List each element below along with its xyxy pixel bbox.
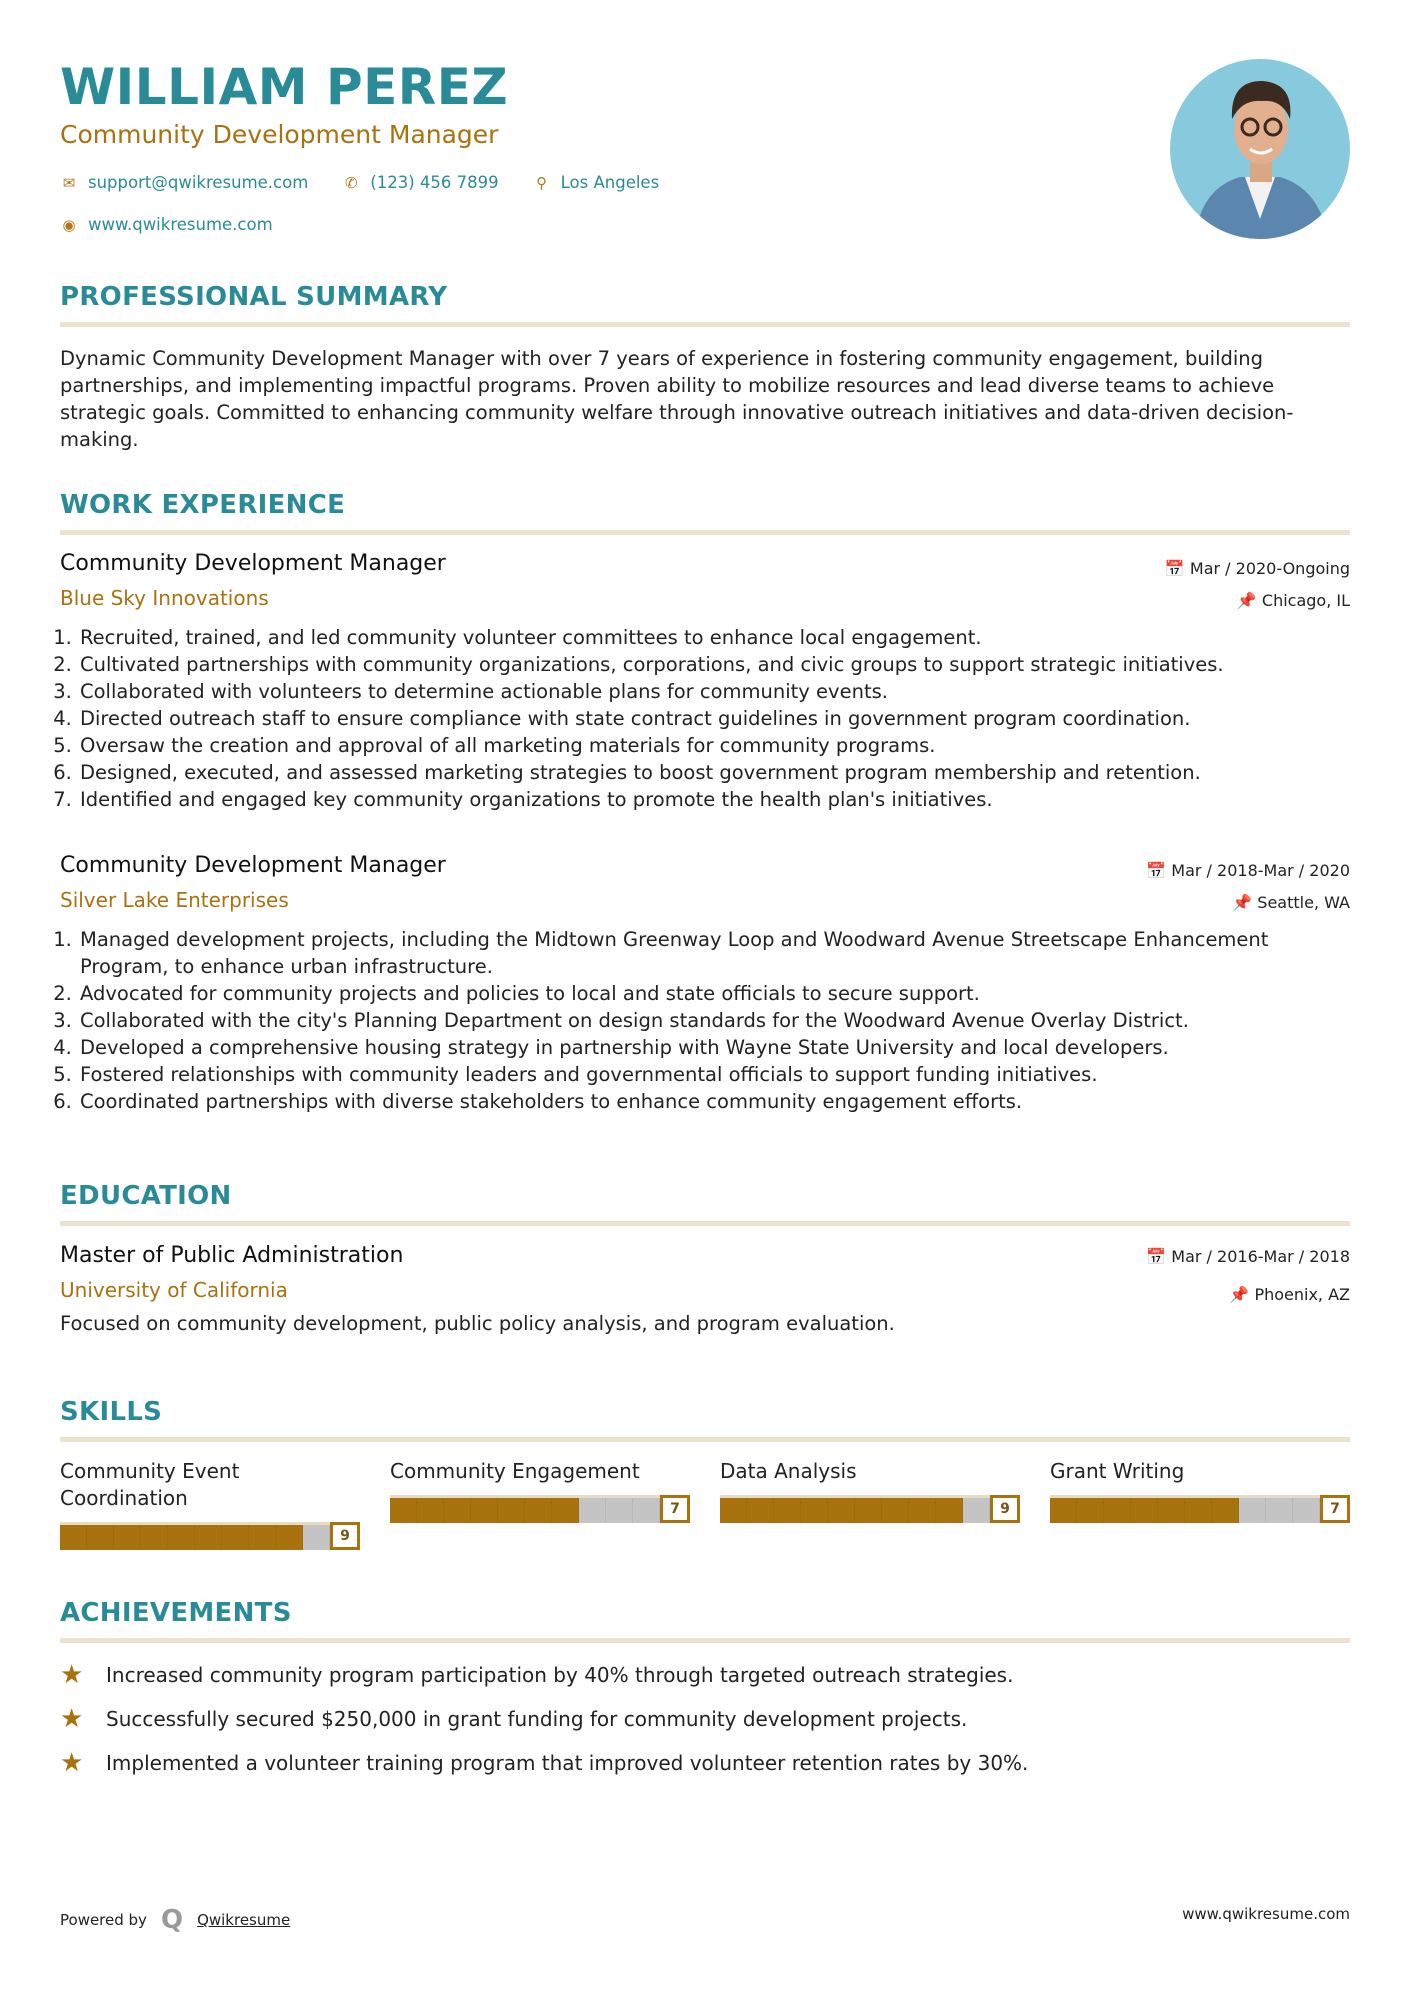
achievement-item: ★ Increased community program participation by 40% through targeted outreach strategies. <box>60 1660 1014 1690</box>
website-row <box>60 215 273 234</box>
bar-segment <box>390 1498 417 1523</box>
bar-segment <box>114 1525 141 1550</box>
bullet: 1. Managed development projects, including the Midtown Greenway Loop and Woodward Avenue Streetscape Enhancement Program, to enhance urban infrastructure. <box>78 926 1350 980</box>
bar-segment <box>936 1498 963 1523</box>
skill-track <box>720 1495 990 1523</box>
bar-segment <box>855 1498 882 1523</box>
achievement-item: ★ Successfully secured $250,000 in grant funding for community development projects. <box>60 1704 968 1734</box>
bullet: 4. Developed a comprehensive housing strategy in partnership with Wayne State University and local developers. <box>78 1034 1350 1061</box>
bar-segment <box>1239 1498 1266 1523</box>
job-location: 📌 Seattle, WA <box>1232 893 1350 912</box>
profile-photo <box>1170 59 1350 239</box>
envelope-icon: ✉ <box>62 173 76 192</box>
summary-text: Dynamic Community Development Manager with over 7 years of experience in fostering community engagement, building partnerships, and implementing impactful programs. Proven ability to mobilize resources and lead diverse teams to achieve strategic goals. Committed to enhancing community welfare through innovative outreach initiatives and data-driven decision-making. <box>60 347 1294 451</box>
pin-icon: 📌 <box>1229 1285 1255 1304</box>
bullet: 3. Collaborated with volunteers to determine actionable plans for community events. <box>78 678 1350 705</box>
footer-website[interactable]: www.qwikresume.com <box>1182 1905 1350 1923</box>
bar-segment <box>801 1498 828 1523</box>
company-name: Blue Sky Innovations <box>60 586 269 610</box>
skills-heading-block <box>60 1397 1350 1442</box>
bar-segment <box>1266 1498 1293 1523</box>
section-heading: PROFESSIONAL SUMMARY <box>60 282 448 312</box>
bar-segment <box>141 1525 168 1550</box>
contact-row <box>60 173 659 192</box>
school-name: University of California <box>60 1278 288 1302</box>
divider <box>60 1437 1350 1442</box>
bar-segment <box>168 1525 195 1550</box>
phone-text: (123) 456 7899 <box>370 173 499 192</box>
job-title: Community Development Manager <box>60 853 446 878</box>
bar-segment <box>276 1525 303 1550</box>
skill-track <box>60 1522 330 1550</box>
skill-name: Community Engagement <box>390 1459 640 1483</box>
job-title: Community Development Manager <box>60 551 446 576</box>
skill-level-bar <box>720 1495 1020 1523</box>
section-heading: ACHIEVEMENTS <box>60 1598 292 1628</box>
bar-segment <box>87 1525 114 1550</box>
location-text: Los Angeles <box>560 173 660 192</box>
skill-item <box>390 1458 690 1523</box>
bar-segment <box>1212 1498 1239 1523</box>
job-bullets <box>60 624 1350 813</box>
bar-segment <box>1158 1498 1185 1523</box>
job-bullets <box>60 926 1350 1115</box>
bullet: 1. Recruited, trained, and led community volunteer committees to enhance local engagement. <box>78 624 1350 651</box>
achievement-item: ★ Implemented a volunteer training program that improved volunteer retention rates by 30%. <box>60 1748 1029 1778</box>
bar-segment <box>1104 1498 1131 1523</box>
bar-segment <box>774 1498 801 1523</box>
education-description: Focused on community development, public policy analysis, and program evaluation. <box>60 1312 895 1335</box>
bullet: 5. Oversaw the creation and approval of all marketing materials for community programs. <box>78 732 1350 759</box>
bar-segment <box>471 1498 498 1523</box>
bar-segment <box>417 1498 444 1523</box>
bullet: 4. Directed outreach staff to ensure compliance with state contract guidelines in government program coordination. <box>78 705 1350 732</box>
bar-segment <box>1077 1498 1104 1523</box>
divider <box>60 1638 1350 1643</box>
bar-segment <box>747 1498 774 1523</box>
bar-segment <box>1293 1498 1320 1523</box>
job-entry <box>60 853 1350 1115</box>
skill-item <box>60 1458 360 1550</box>
education-entry <box>60 1243 1350 1337</box>
bar-segment <box>303 1525 330 1550</box>
bar-segment <box>1131 1498 1158 1523</box>
bar-segment <box>882 1498 909 1523</box>
calendar-icon: 📅 <box>1146 1247 1172 1266</box>
experience-heading-block <box>60 490 1350 535</box>
job-dates: 📅 Mar / 2018-Mar / 2020 <box>1146 861 1350 880</box>
skill-level-value: 7 <box>1320 1495 1350 1523</box>
candidate-title: Community Development Manager <box>60 120 499 149</box>
star-award-icon: ★ <box>60 1660 84 1690</box>
star-award-icon: ★ <box>60 1748 84 1778</box>
bar-segment <box>249 1525 276 1550</box>
calendar-icon: 📅 <box>1146 861 1172 880</box>
bullet: 3. Collaborated with the city's Planning Department on design standards for the Woodward Avenue Overlay District. <box>78 1007 1350 1034</box>
section-heading: WORK EXPERIENCE <box>60 490 346 520</box>
achievements-heading-block <box>60 1598 1350 1643</box>
bar-segment <box>525 1498 552 1523</box>
job-entry <box>60 551 1350 813</box>
skill-track <box>1050 1495 1320 1523</box>
bullet: 5. Fostered relationships with community leaders and governmental officials to support funding initiatives. <box>78 1061 1350 1088</box>
powered-by-label: Powered by <box>60 1911 147 1929</box>
bar-segment <box>195 1525 222 1550</box>
skill-level-value: 9 <box>990 1495 1020 1523</box>
bar-segment <box>909 1498 936 1523</box>
location-pin-icon: ⚲ <box>536 173 548 192</box>
bar-segment <box>606 1498 633 1523</box>
skill-level-value: 7 <box>660 1495 690 1523</box>
job-dates: 📅 Mar / 2020-Ongoing <box>1164 559 1350 578</box>
bar-segment <box>222 1525 249 1550</box>
bar-segment <box>60 1525 87 1550</box>
degree: Master of Public Administration <box>60 1243 404 1268</box>
bar-segment <box>552 1498 579 1523</box>
website-link[interactable]: www.qwikresume.com <box>88 215 273 234</box>
pin-icon: 📌 <box>1236 591 1262 610</box>
globe-icon: ◉ <box>62 215 76 234</box>
skill-item <box>720 1458 1020 1523</box>
bar-segment <box>498 1498 525 1523</box>
skill-track <box>390 1495 660 1523</box>
skill-name: Grant Writing <box>1050 1459 1185 1483</box>
divider <box>60 322 1350 327</box>
bullet: 7. Identified and engaged key community organizations to promote the health plan's initiatives. <box>78 786 1350 813</box>
divider <box>60 1221 1350 1226</box>
skill-item <box>1050 1458 1350 1523</box>
qwikresume-logo-icon: Q <box>160 1905 184 1935</box>
bullet: 6. Coordinated partnerships with diverse stakeholders to enhance community engagement efforts. <box>78 1088 1350 1115</box>
skill-level-bar <box>60 1522 360 1550</box>
calendar-icon: 📅 <box>1164 559 1190 578</box>
section-heading: SKILLS <box>60 1397 163 1427</box>
bullet: 6. Designed, executed, and assessed marketing strategies to boost government program membership and retention. <box>78 759 1350 786</box>
bar-segment <box>1185 1498 1212 1523</box>
job-location: 📌 Chicago, IL <box>1236 591 1350 610</box>
company-name: Silver Lake Enterprises <box>60 888 289 912</box>
skill-level-value: 9 <box>330 1522 360 1550</box>
bar-segment <box>828 1498 855 1523</box>
bar-segment <box>1050 1498 1077 1523</box>
bullet: 2. Cultivated partnerships with community organizations, corporations, and civic groups to support strategic initiatives. <box>78 651 1350 678</box>
section-heading: EDUCATION <box>60 1181 232 1211</box>
footer-powered <box>60 1905 290 1935</box>
bar-segment <box>633 1498 660 1523</box>
pin-icon: 📌 <box>1232 893 1258 912</box>
skill-name: Data Analysis <box>720 1459 857 1483</box>
bar-segment <box>444 1498 471 1523</box>
brand-link[interactable]: Qwikresume <box>197 1911 291 1929</box>
bar-segment <box>963 1498 990 1523</box>
summary-section <box>60 282 1350 453</box>
email-link[interactable]: support@qwikresume.com <box>88 173 309 192</box>
bar-segment <box>579 1498 606 1523</box>
skill-level-bar <box>390 1495 690 1523</box>
skill-name: Community Event Coordination <box>60 1459 240 1510</box>
divider <box>60 530 1350 535</box>
phone-icon: ✆ <box>345 173 358 192</box>
bullet: 2. Advocated for community projects and policies to local and state officials to secure support. <box>78 980 1350 1007</box>
star-award-icon: ★ <box>60 1704 84 1734</box>
education-heading-block <box>60 1181 1350 1226</box>
bar-segment <box>720 1498 747 1523</box>
education-dates: 📅 Mar / 2016-Mar / 2018 <box>1146 1247 1350 1266</box>
skill-level-bar <box>1050 1495 1350 1523</box>
education-location: 📌 Phoenix, AZ <box>1229 1285 1350 1304</box>
candidate-name: WILLIAM PEREZ <box>60 58 509 116</box>
